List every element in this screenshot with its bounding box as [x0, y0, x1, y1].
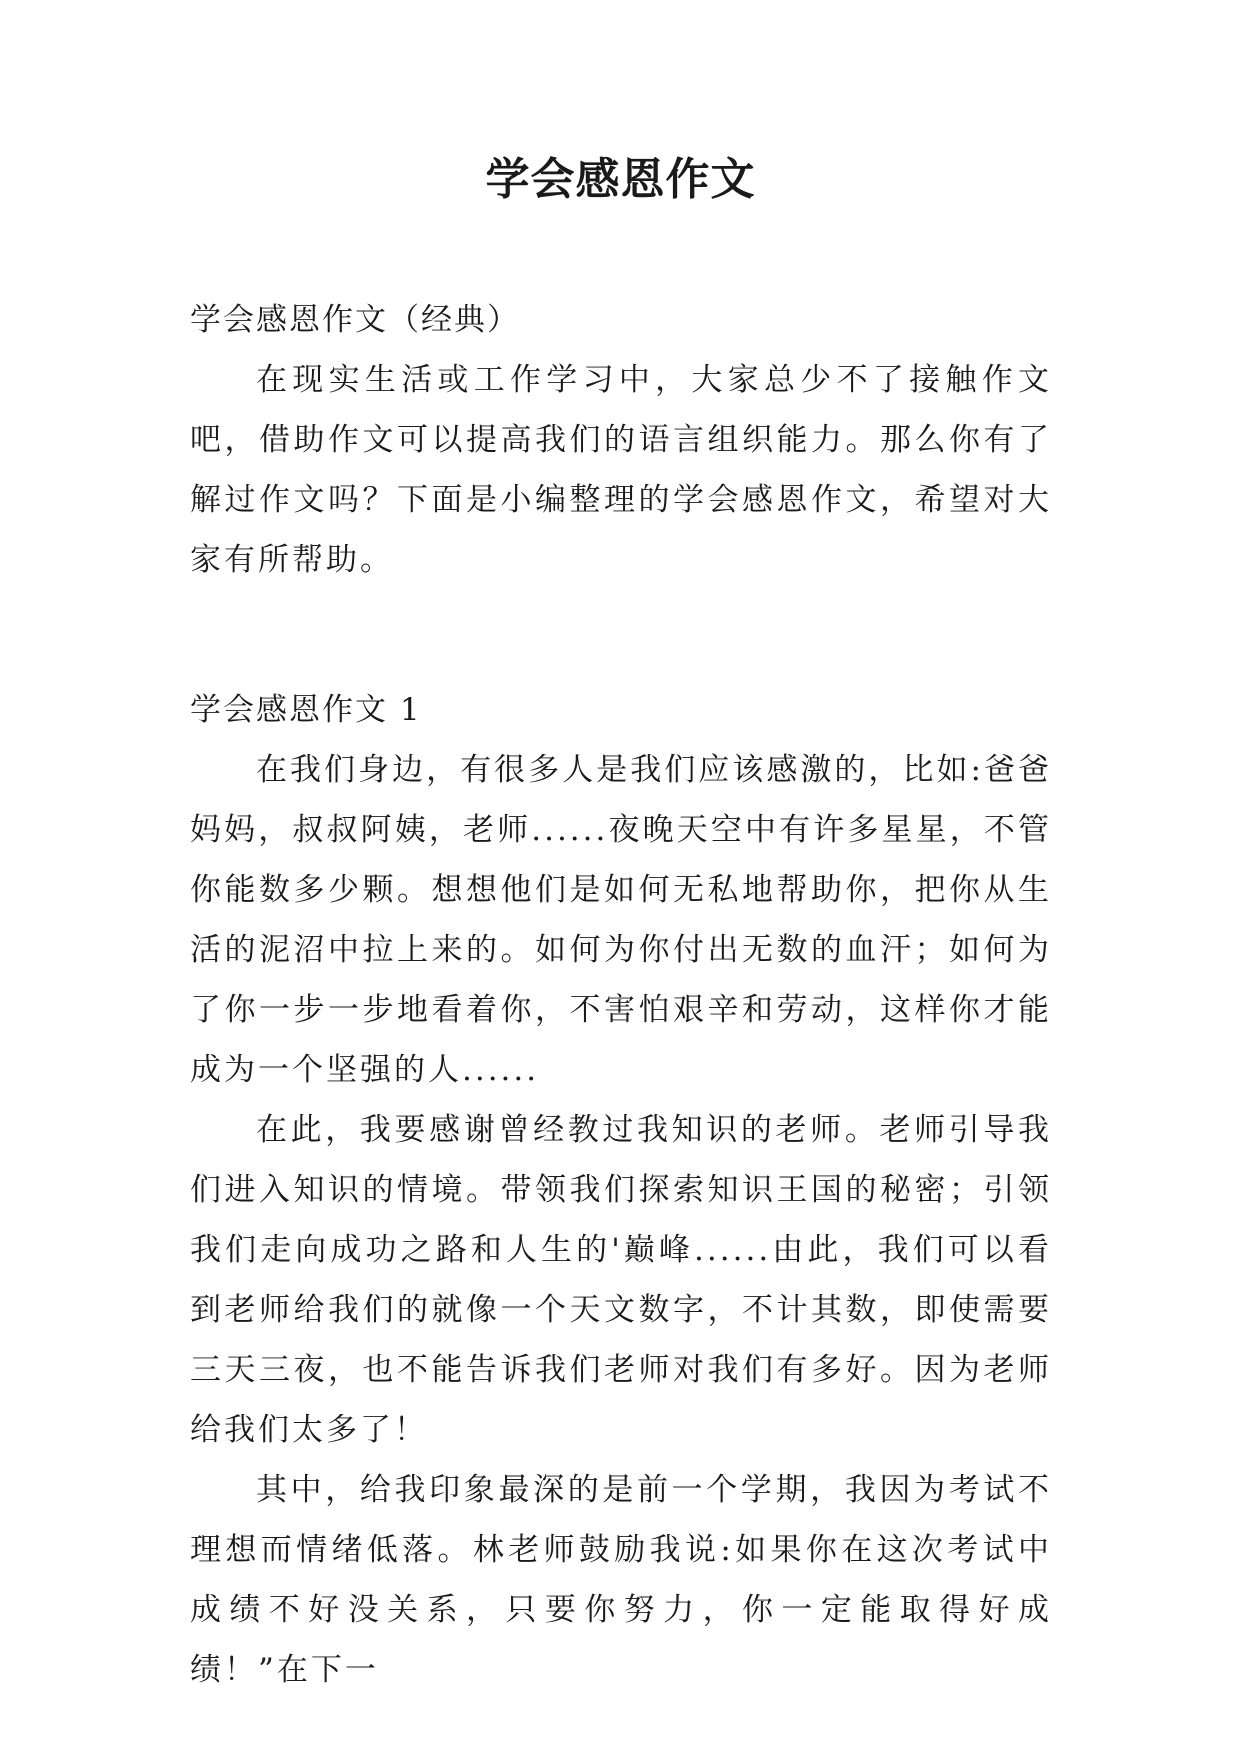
essay-1-paragraph-2: 在此，我要感谢曾经教过我知识的老师。老师引导我们进入知识的情境。带领我们探索知识王国的秘密；引领我们走向成功之路和人生的'巅峰......由此，我们可以看到老师给我们的就像一个天文数字，不计其数，即使需要三天三夜，也不能告诉我们老师对我们有多好。因为老师给我们太多了！ [190, 1112, 1052, 1448]
section-heading-intro: 学会感恩作文（经典） [190, 302, 520, 338]
essay-1-paragraph-1: 在我们身边，有很多人是我们应该感激的，比如:爸爸妈妈，叔叔阿姨，老师......夜晚天空中有许多星星，不管你能数多少颗。想想他们是如何无私地帮助你，把你从生活的泥沼中拉上来的。如何为你付出无数的血汗；如何为了你一步一步地看着你，不害怕艰辛和劳动，这样你才能成为一个坚强的人...... [190, 752, 1052, 1088]
section-spacer [190, 590, 1052, 680]
document-body [190, 290, 1052, 1700]
essay-1-paragraph-3: 其中，给我印象最深的是前一个学期，我因为考试不理想而情绪低落。林老师鼓励我说:如果你在这次考试中成绩不好没关系，只要你努力，你一定能取得好成绩！”在下一 [190, 1472, 1052, 1688]
page-title: 学会感恩作文 [485, 154, 756, 205]
intro-paragraph: 在现实生活或工作学习中，大家总少不了接触作文吧，借助作文可以提高我们的语言组织能力。那么你有了解过作文吗？下面是小编整理的学会感恩作文，希望对大家有所帮助。 [190, 362, 1052, 578]
section-heading-essay-1: 学会感恩作文 1 [190, 692, 422, 728]
